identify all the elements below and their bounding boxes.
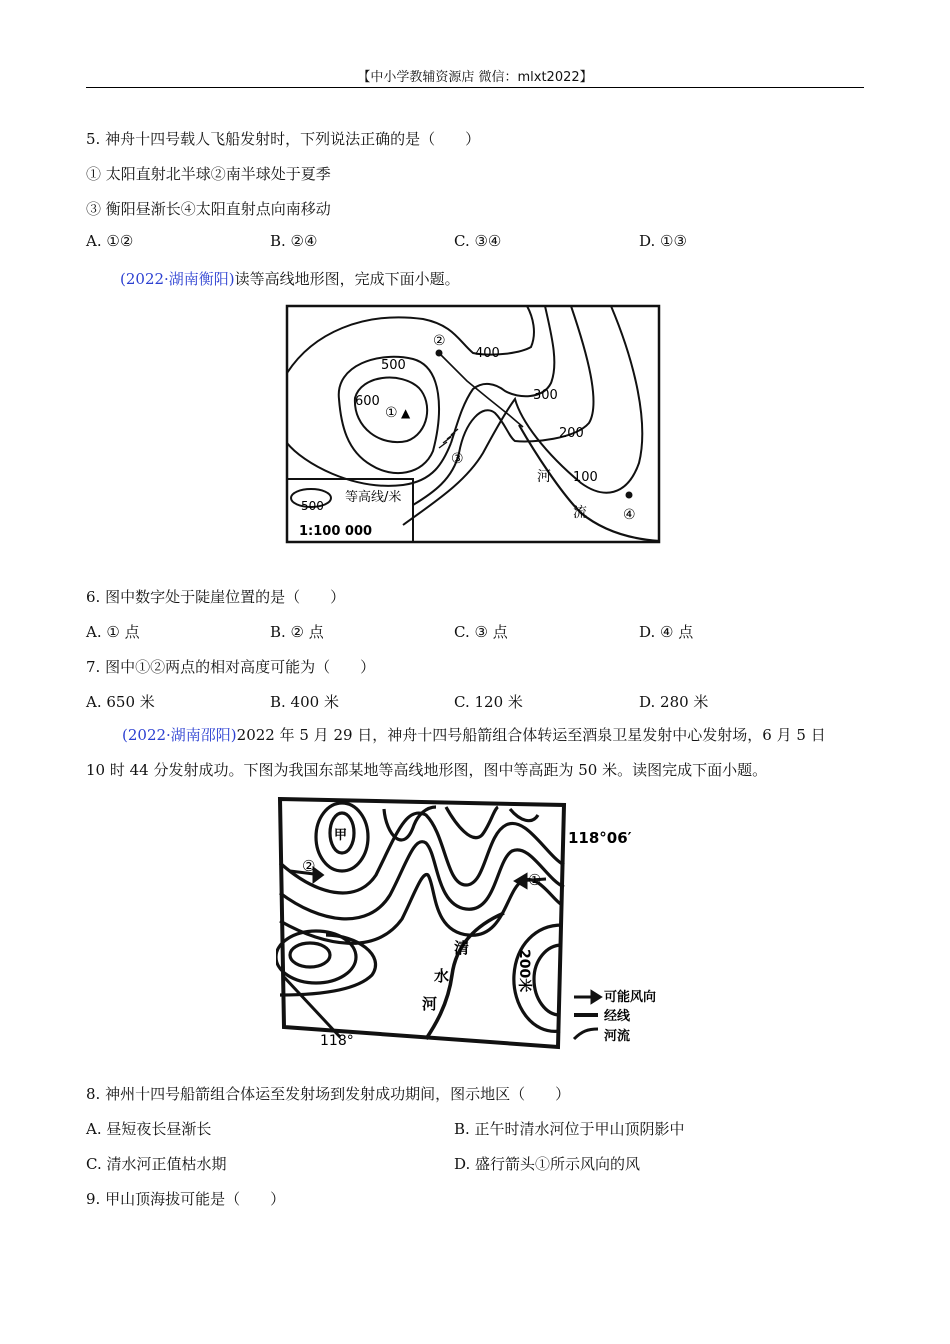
q7-option-a[interactable]: A. 650 米 [86,693,155,711]
arrow-2-label: ② [302,857,316,875]
legend-text: 等高线/米 [345,490,402,505]
peak-icon: ▲ [401,406,411,420]
point-2: ② [433,333,446,349]
q6-option-d[interactable]: D. ④ 点 [639,623,694,641]
intro2-text2: 10 时 44 分发射成功。下图为我国东部某地等高线地形图，图中等高距为 50 米。读图完成下面小题。 [86,761,768,779]
contour-600: 600 [355,394,380,409]
q8-stem: 8. 神州十四号船箭组合体运至发射场到发射成功期间，图示地区（ ） [86,1085,571,1103]
q9-stem: 9. 甲山顶海拔可能是（ ） [86,1190,286,1208]
q7-option-c[interactable]: C. 120 米 [454,693,523,711]
legend-value: 500 [301,499,324,513]
intro1-text: 读等高线地形图，完成下面小题。 [234,270,460,288]
q5-item2: ③ 衡阳昼渐长④太阳直射点向南移动 [86,200,331,218]
q5-item1: ① 太阳直射北半球②南半球处于夏季 [86,165,331,183]
point-1: ① [385,405,398,421]
q6-option-b[interactable]: B. ② 点 [270,623,324,641]
q6-option-a[interactable]: A. ① 点 [86,623,140,641]
q5-option-b[interactable]: B. ②④ [270,232,318,250]
q6-option-c[interactable]: C. ③ 点 [454,623,508,641]
river-qing: 清 [454,939,470,957]
q5-option-a[interactable]: A. ①② [86,232,134,250]
lon-top: 118°06′ [568,829,632,847]
contour-300: 300 [533,388,558,403]
river-label-1: 河 [537,469,551,485]
q8-option-c[interactable]: C. 清水河正值枯水期 [86,1155,227,1173]
q5-option-c[interactable]: C. ③④ [454,232,502,250]
map-scale: 1:100 000 [299,524,373,539]
river-label-2: 流 [573,505,587,521]
q7-option-b[interactable]: B. 400 米 [270,693,339,711]
legend-river: 河流 [604,1029,631,1044]
contour-100: 100 [573,470,598,485]
intro1 [120,268,460,289]
contour-200: 200 [559,426,584,441]
q5-option-d[interactable]: D. ①③ [639,232,687,250]
header-rule [86,87,864,88]
intro1-source: (2022·湖南衡阳) [120,270,235,288]
intro2-text1: 2022 年 5 月 29 日，神舟十四号船箭组合体转运至酒泉卫星发射中心发射场，6 月 5 日 [236,726,826,744]
page-header: 【中小学教辅资源店 微信：mlxt2022】 [357,70,593,85]
contour-map-2 [276,795,686,1051]
intro2-source: (2022·湖南邵阳) [122,726,237,744]
q7-stem: 7. 图中①②两点的相对高度可能为（ ） [86,658,376,676]
lon-bottom: 118° [320,1033,354,1049]
peak-jia: 甲 [334,828,348,843]
intro2 [86,718,864,788]
legend-meridian: 经线 [604,1009,631,1024]
contour-200m: 200米 [516,949,532,993]
q6-stem: 6. 图中数字处于陡崖位置的是（ ） [86,588,346,606]
river-shui: 水 [434,967,450,985]
river-he: 河 [422,995,438,1013]
q7-option-d[interactable]: D. 280 米 [639,693,709,711]
point-3: ③ [451,451,464,467]
q8-option-b[interactable]: B. 正午时清水河位于甲山顶阴影中 [454,1120,685,1138]
contour-400: 400 [475,346,500,361]
arrow-1-label: ① [528,871,542,889]
point-4: ④ [623,507,636,523]
legend-wind: 可能风向 [604,990,657,1005]
q8-option-d[interactable]: D. 盛行箭头①所示风向的风 [454,1155,641,1173]
q5-stem: 5. 神舟十四号载人飞船发射时，下列说法正确的是（ ） [86,130,481,148]
contour-map-1 [283,303,663,545]
q8-option-a[interactable]: A. 昼短夜长昼渐长 [86,1120,212,1138]
contour-500: 500 [381,358,406,373]
